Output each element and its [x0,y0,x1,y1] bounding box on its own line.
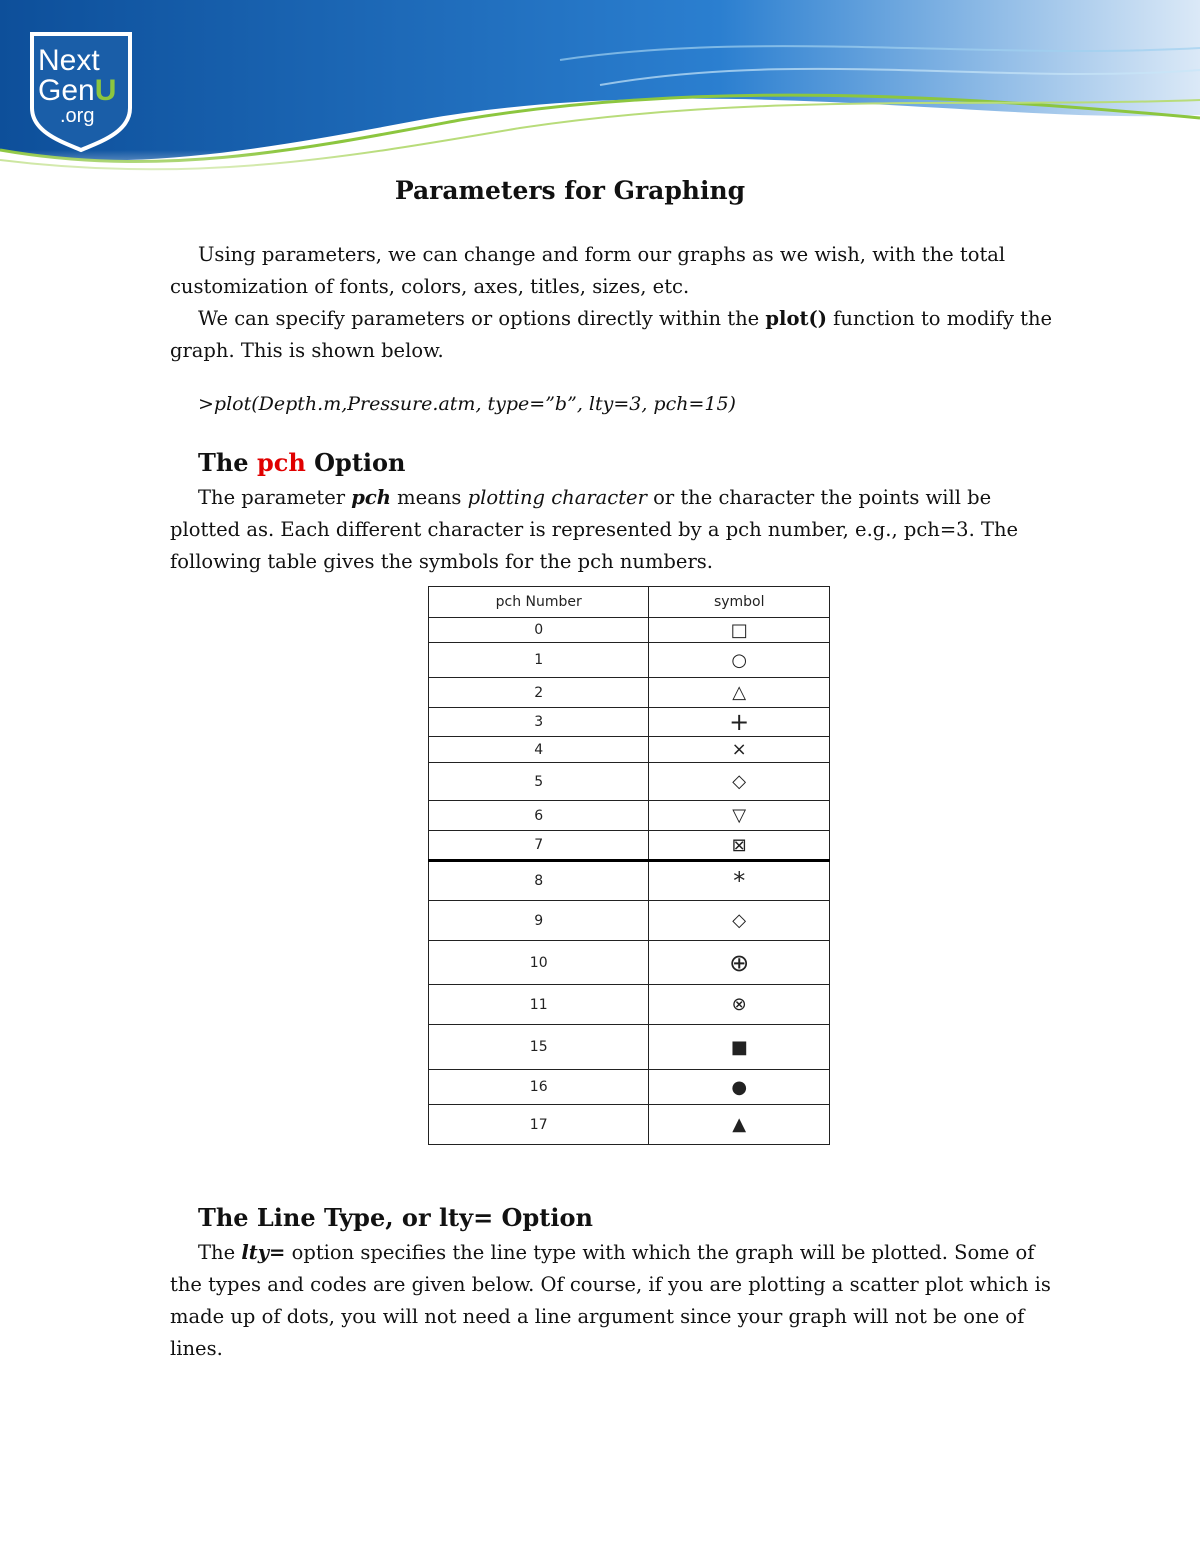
pch-symbol: ◇ [649,901,830,941]
lty-text-a: The [198,1241,242,1264]
pch-symbol: ◇ [649,763,830,801]
pch-number: 1 [429,643,649,678]
pch-number: 8 [429,861,649,901]
column-header-pch-number: pch Number [429,587,649,618]
pch-symbol-table [428,586,830,1145]
lty-paragraph [170,1237,1060,1365]
pch-number: 17 [429,1105,649,1145]
pch-number: 9 [429,901,649,941]
table-row [429,1070,830,1105]
intro-paragraph-1 [170,239,1060,303]
table-row [429,901,830,941]
pch-number: 15 [429,1025,649,1070]
logo-gen: Gen [38,74,95,107]
table-row [429,985,830,1025]
header-banner [0,0,1200,190]
logo-line-org: .org [60,105,95,127]
lty-term: lty= [241,1241,286,1264]
pch-symbol: * [649,861,830,901]
pch-number: 6 [429,801,649,831]
table-row [429,708,830,737]
logo-u: U [94,74,117,107]
pch-number: 16 [429,1070,649,1105]
pch-symbol: × [649,737,830,763]
table-row [429,801,830,831]
column-header-symbol: symbol [649,587,830,618]
pch-number: 7 [429,831,649,861]
pch-number: 0 [429,618,649,643]
pch-symbol: △ [649,678,830,708]
table-row [429,1025,830,1070]
lty-heading: The Line Type, or lty= Option [198,1203,593,1232]
pch-heading [198,448,405,477]
pch-symbol: ▲ [649,1105,830,1145]
pch-symbol: ■ [649,1025,830,1070]
logo-line-next: Next [38,44,100,77]
intro-text-2b: function to modify the graph. This is shown below. [170,307,1053,362]
table-row [429,763,830,801]
pch-number: 3 [429,708,649,737]
lty-text-b: option specifies the line type with which the graph will be plotted. Some of the types and codes are given below. Of course, if you are plotting a scatter plot which is made up of dots, you will not need a line argument since your graph will not be one of lines. [170,1241,1051,1360]
table-row [429,861,830,901]
page-title: Parameters for Graphing [394,176,746,205]
pch-number: 5 [429,763,649,801]
pch-text-b: means [390,486,468,509]
pch-number: 2 [429,678,649,708]
pch-number: 4 [429,737,649,763]
table-row [429,678,830,708]
code-example: >plot(Depth.m,Pressure.atm, type=”b”, lty=3, pch=15) [198,393,736,415]
intro-paragraph-2 [170,303,1060,367]
table-row [429,737,830,763]
pch-italic-term: plotting character [467,486,647,509]
table-row [429,643,830,678]
pch-symbol: ● [649,1070,830,1105]
pch-heading-keyword: pch [256,448,306,477]
intro-text-1: Using parameters, we can change and form our graphs as we wish, with the total customization of fonts, colors, axes, titles, sizes, etc. [170,243,1006,298]
intro-text-2a: We can specify parameters or options directly within the [198,307,766,330]
pch-heading-prefix: The [198,448,257,477]
logo-line-genu [38,76,126,106]
pch-number: 10 [429,941,649,985]
pch-number: 11 [429,985,649,1025]
pch-symbol: ▽ [649,801,830,831]
pch-symbol: ⊠ [649,831,830,861]
pch-term: pch [351,486,391,509]
pch-heading-suffix: Option [305,448,406,477]
pch-paragraph [170,482,1060,578]
table-row [429,941,830,985]
plot-function-name: plot() [765,307,827,330]
pch-symbol: ⊕ [649,941,830,985]
table-row [429,1105,830,1145]
pch-symbol: ⊗ [649,985,830,1025]
table-header-row [429,587,830,618]
pch-text-a: The parameter [198,486,352,509]
table-row [429,618,830,643]
table-row [429,831,830,861]
pch-symbol: + [649,708,830,737]
pch-text-c: or the character the points will be plotted as. Each different character is represented by a pch number, e.g., pch=3. The following table gives the symbols for the pch numbers. [170,486,1019,573]
pch-symbol: □ [649,618,830,643]
logo[interactable] [38,46,126,126]
pch-symbol: ○ [649,643,830,678]
header-swoosh-graphic [0,0,1200,190]
